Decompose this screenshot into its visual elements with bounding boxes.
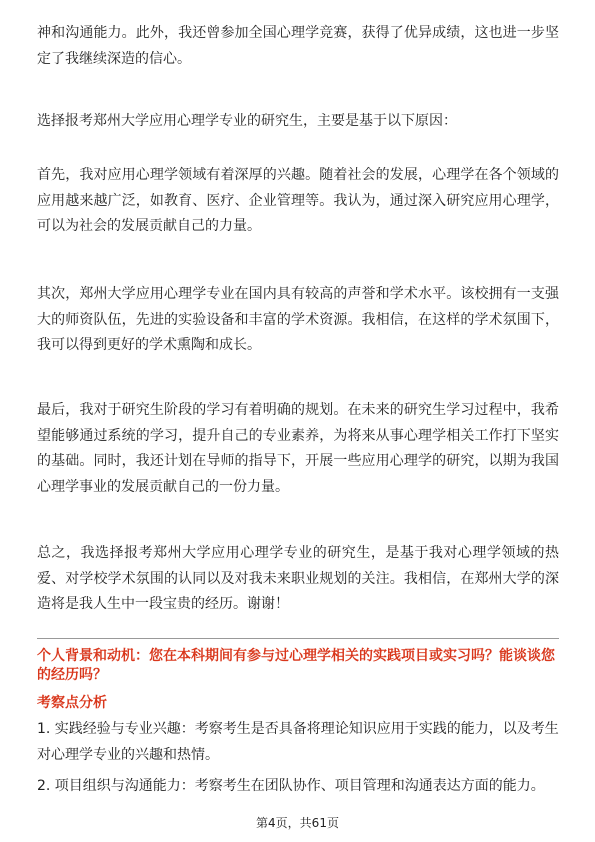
paragraph-third-reason: 最后，我对于研究生阶段的学习有着明确的规划。在未来的研究生学习过程中，我希望能够通过系统的学习，提升自己的专业素养，为将来从事心理学相关工作打下坚实的基础。同时，我还计划在导师的指导下，开展一些应用心理学的研究，以期为我国心理学事业的发展贡献自己的一份力量。 (37, 402, 559, 495)
paragraph-reasons-intro: 选择报考郑州大学应用心理学专业的研究生，主要是基于以下原因： (37, 113, 457, 129)
analysis-heading: 考察点分析 (37, 695, 107, 711)
paragraph-first-reason: 首先，我对应用心理学领域有着深厚的兴趣。随着社会的发展，心理学在各个领域的应用越来越广泛，如教育、医疗、企业管理等。我认为，通过深入研究应用心理学，可以为社会的发展贡献自己的力量。 (37, 167, 559, 234)
paragraph-continuation: 神和沟通能力。此外，我还曾参加全国心理学竞赛，获得了优异成绩，这也进一步坚定了我继续深造的信心。 (37, 25, 559, 67)
page-number: 第4页，共61页 (256, 816, 339, 830)
interview-question: 个人背景和动机：您在本科期间有参与过心理学相关的实践项目或实习吗？能谈谈您的经历吗？ (37, 648, 555, 683)
paragraph-second-reason: 其次，郑州大学应用心理学专业在国内具有较高的声誉和学术水平。该校拥有一支强大的师资队伍，先进的实验设备和丰富的学术资源。我相信，在这样的学术氛围下，我可以得到更好的学术熏陶和成长。 (37, 286, 559, 353)
paragraph-conclusion: 总之，我选择报考郑州大学应用心理学专业的研究生，是基于我对心理学领域的热爱、对学校学术氛围的认同以及对我未来职业规划的关注。我相信，在郑州大学的深造将是我人生中一段宝贵的经历。谢谢！ (37, 545, 559, 612)
analysis-item: 2. 项目组织与沟通能力：考察考生在团队协作、项目管理和沟通表达方面的能力。 (37, 778, 545, 794)
analysis-item: 1. 实践经验与专业兴趣：考察考生是否具备将理论知识应用于实践的能力，以及考生对心理学专业的兴趣和热情。 (37, 721, 559, 763)
section-divider (37, 638, 559, 639)
